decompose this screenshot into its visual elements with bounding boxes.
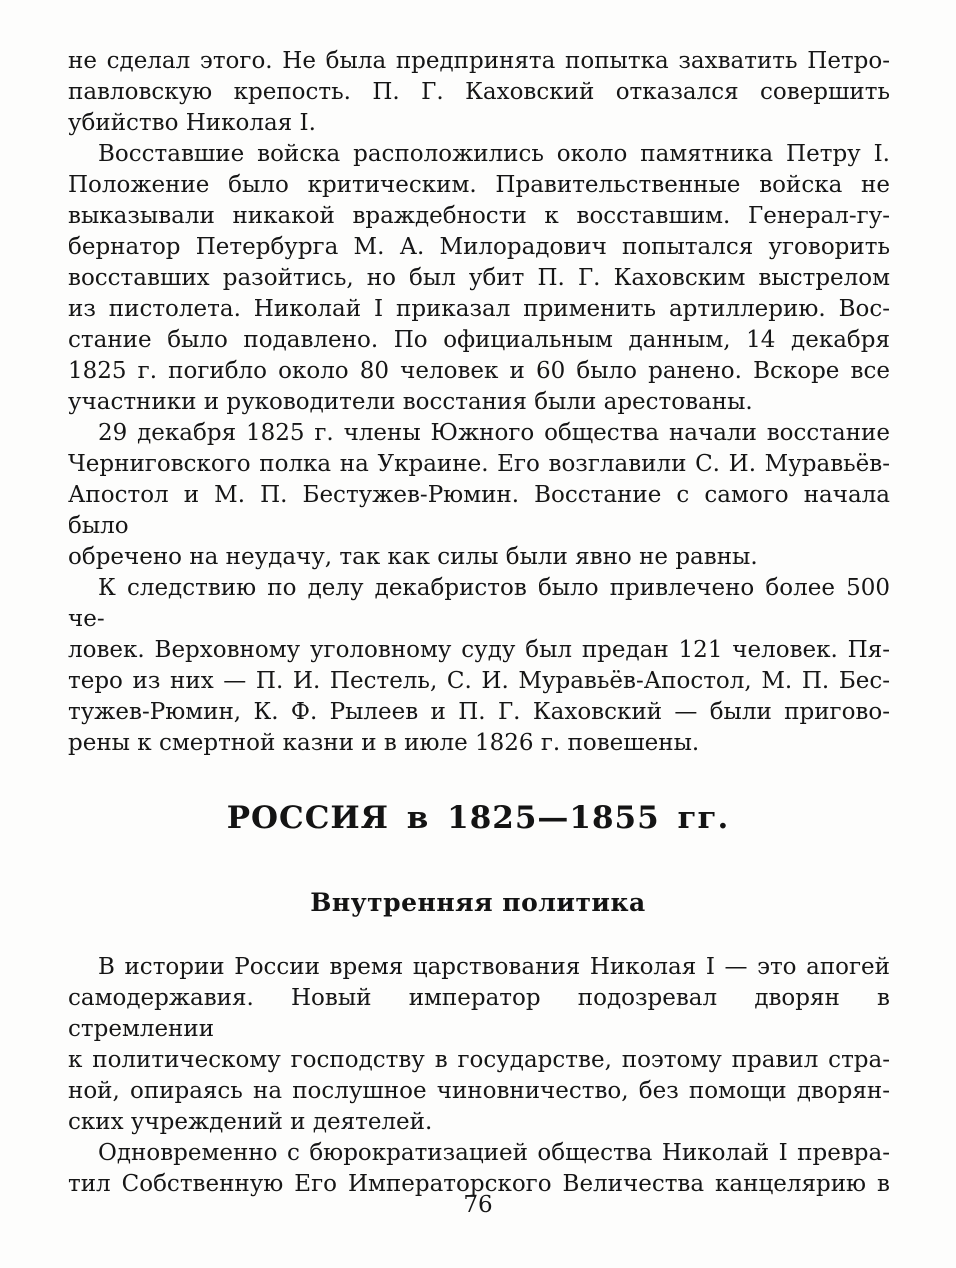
text-line: ских учреждений и деятелей. [68, 1109, 433, 1135]
text-line: 29 декабря 1825 г. члены Южного общества начали восстание [98, 420, 890, 446]
text-line: К следствию по делу декабристов было привлечено более 500 че- [68, 575, 890, 632]
text-line: 1825 г. погибло около 80 человек и 60 было ранено. Вскоре все [68, 358, 890, 384]
text-line: обречено на неудачу, так как силы были явно не равны. [68, 544, 758, 570]
text-line: ной, опираясь на послушное чиновничество, без помощи дворян- [68, 1078, 890, 1104]
page-number: 76 [463, 1192, 493, 1218]
text-line: тил Собственную Его Императорского Величества канцелярию в [68, 1171, 890, 1197]
section-subheading: Внутренняя политика [310, 888, 646, 917]
text-line: В истории России время царствования Николая I — это апогей [98, 954, 890, 980]
text-line: восставших разойтись, но был убит П. Г. Каховским выстрелом [68, 265, 890, 291]
text-line: самодержавия. Новый император подозревал дворян в стремлении [68, 985, 890, 1042]
text-line: Черниговского полка на Украине. Его возглавили С. И. Муравьёв- [68, 451, 890, 477]
text-line: бернатор Петербурга М. А. Милорадович попытался уговорить [68, 234, 890, 260]
paragraph [68, 1138, 890, 1200]
text-block-bottom [68, 952, 890, 1200]
text-line: участники и руководители восстания были арестованы. [68, 389, 753, 415]
text-line: павловскую крепость. П. Г. Каховский отказался совершить [68, 79, 890, 105]
text-line: тужев-Рюмин, К. Ф. Рылеев и П. Г. Каховский — были пригово- [68, 699, 890, 725]
text-line: выказывали никакой враждебности к восставшим. Генерал-гу- [68, 203, 890, 229]
paragraph [68, 46, 890, 139]
text-line: к политическому господству в государстве, поэтому правил стра- [68, 1047, 890, 1073]
text-line: Положение было критическим. Правительственные войска не [68, 172, 890, 198]
paragraph [68, 573, 890, 759]
text-line: Апостол и М. П. Бестужев-Рюмин. Восстание с самого начала было [68, 482, 890, 539]
text-block-top [68, 46, 890, 759]
text-line: Одновременно с бюрократизацией общества Николай I превра- [98, 1140, 890, 1166]
paragraph [68, 139, 890, 418]
text-line: убийство Николая I. [68, 110, 316, 136]
text-line: стание было подавлено. По официальным данным, 14 декабря [68, 327, 890, 353]
paragraph [68, 952, 890, 1138]
text-line: теро из них — П. И. Пестель, С. И. Муравьёв-Апостол, М. П. Бес- [68, 668, 890, 694]
text-line: рены к смертной казни и в июле 1826 г. повешены. [68, 730, 700, 756]
text-line: не сделал этого. Не была предпринята попытка захватить Петро- [68, 48, 890, 74]
section-heading: РОССИЯ в 1825—1855 гг. [226, 800, 730, 836]
text-line: из пистолета. Николай I приказал применить артиллерию. Вос- [68, 296, 890, 322]
paragraph [68, 418, 890, 573]
text-line: ловек. Верховному уголовному суду был предан 121 человек. Пя- [68, 637, 890, 663]
text-line: Восставшие войска расположились около памятника Петру I. [98, 141, 890, 167]
